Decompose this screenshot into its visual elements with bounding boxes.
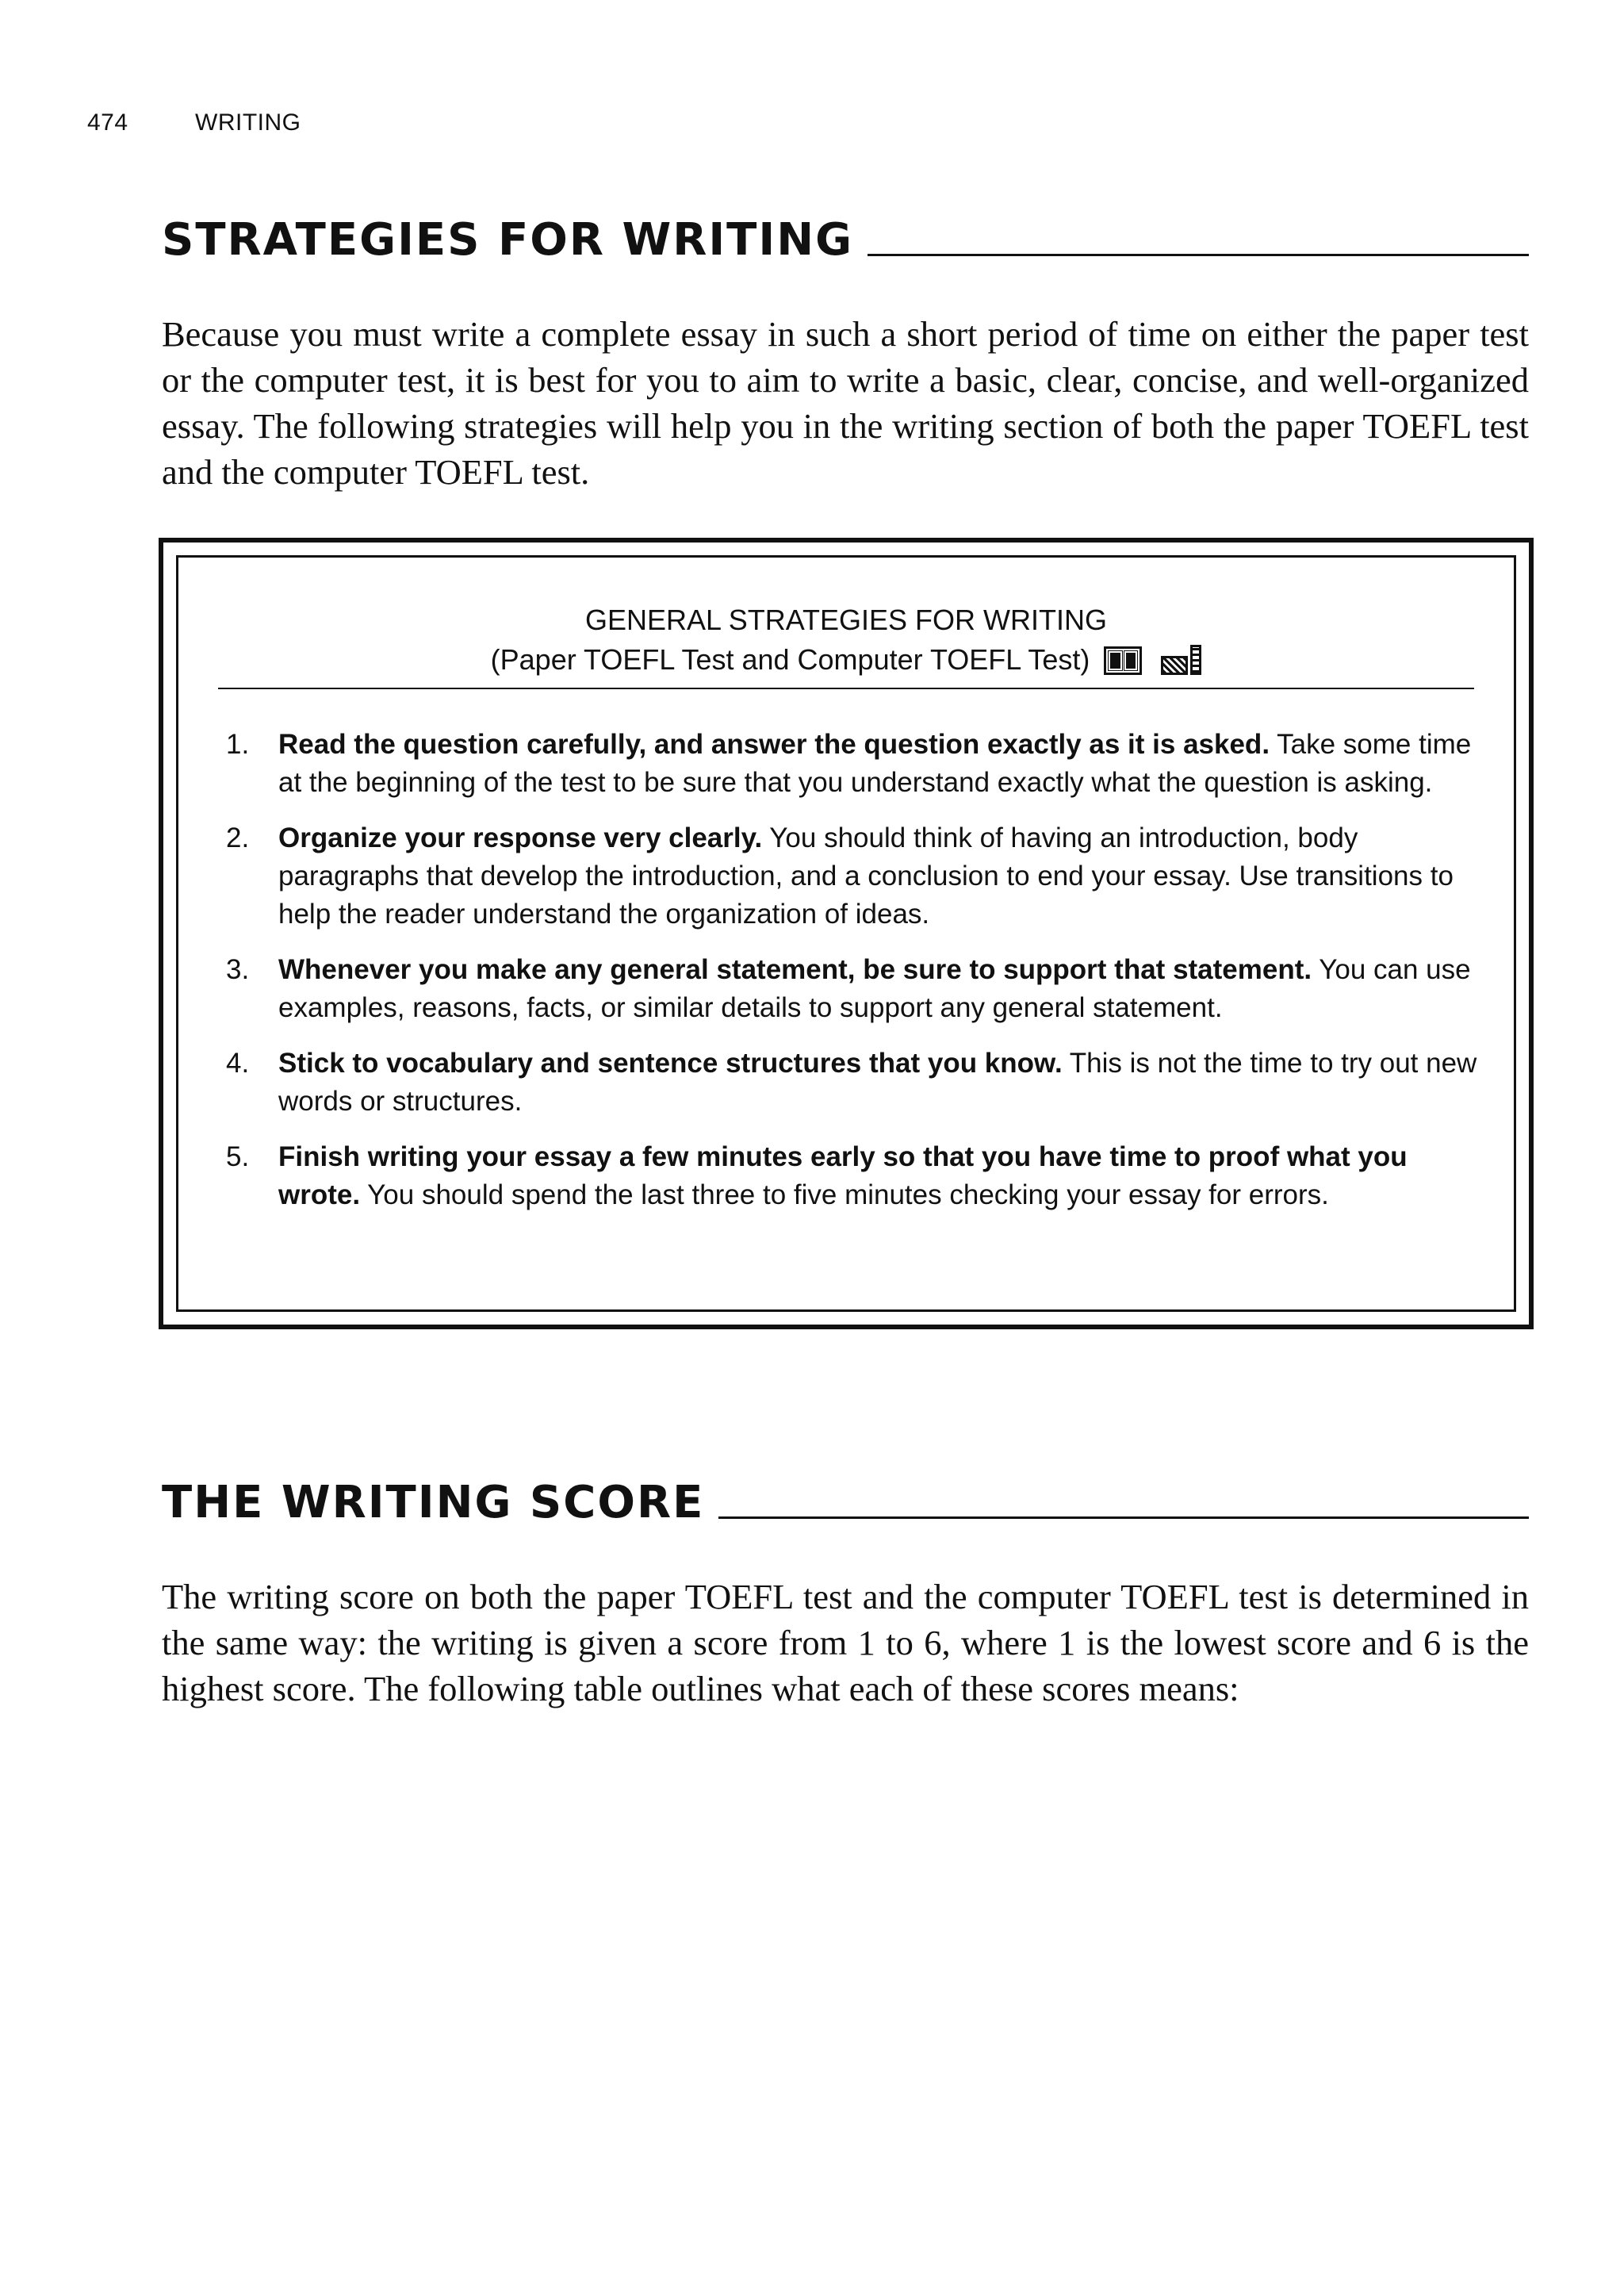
list-item: 2. Organize your response very clearly. You should think of having an introduction, body paragraphs that develop the introduction, and a conclusion to end your essay. Use transitions to help the reader understand the organization of ideas.	[226, 822, 1454, 930]
strategies-heading	[162, 214, 1529, 266]
strategy-box-inner	[176, 555, 1516, 1312]
strategy-box-title	[178, 600, 1514, 680]
score-heading	[162, 1477, 1529, 1528]
heading-rule	[718, 1516, 1529, 1519]
running-head-section: WRITING	[195, 109, 301, 136]
list-item: 4. Stick to vocabulary and sentence structures that you know. This is not the time to try out new words or structures.	[226, 1048, 1477, 1117]
score-intro: The writing score on both the paper TOEFL test and the computer TOEFL test is determined in the same way: the writing is given a score from 1 to 6, where 1 is the lowest score and 6 is the highest score. The following table outlines what each of these scores means:	[162, 1577, 1529, 1708]
strategies-intro: Because you must write a complete essay in such a short period of time on either the paper test or the computer test, it is best for you to aim to write a basic, clear, concise, and well-organized essay. The following strategies will help you in the writing section of both the paper TOEFL test and the computer TOEFL test.	[162, 314, 1529, 492]
list-item: 3. Whenever you make any general statement, be sure to support that statement. You can use examples, reasons, facts, or similar details to support any general statement.	[226, 954, 1471, 1023]
paper-test-icon	[1104, 646, 1142, 675]
page-number: 474	[87, 109, 128, 136]
list-item: 5. Finish writing your essay a few minutes early so that you have time to proof what you wrote. You should spend the last three to five minutes checking your essay for errors.	[226, 1141, 1408, 1210]
running-head	[87, 109, 301, 136]
heading-rule	[868, 254, 1529, 256]
box-title-line1: GENERAL STRATEGIES FOR WRITING	[584, 604, 1108, 636]
score-heading-text: THE WRITING SCORE	[162, 1477, 705, 1528]
strategy-list	[226, 726, 1482, 1232]
box-title-line2: (Paper TOEFL Test and Computer TOEFL Test)	[490, 643, 1090, 676]
list-item: 1. Read the question carefully, and answer the question exactly as it is asked. Take some time at the beginning of the test to be sure that you understand exactly what the question is asking.	[226, 729, 1472, 798]
strategy-box	[159, 538, 1534, 1329]
box-divider	[218, 688, 1474, 689]
computer-test-icon	[1161, 645, 1201, 675]
strategies-heading-text: STRATEGIES FOR WRITING	[162, 214, 854, 266]
